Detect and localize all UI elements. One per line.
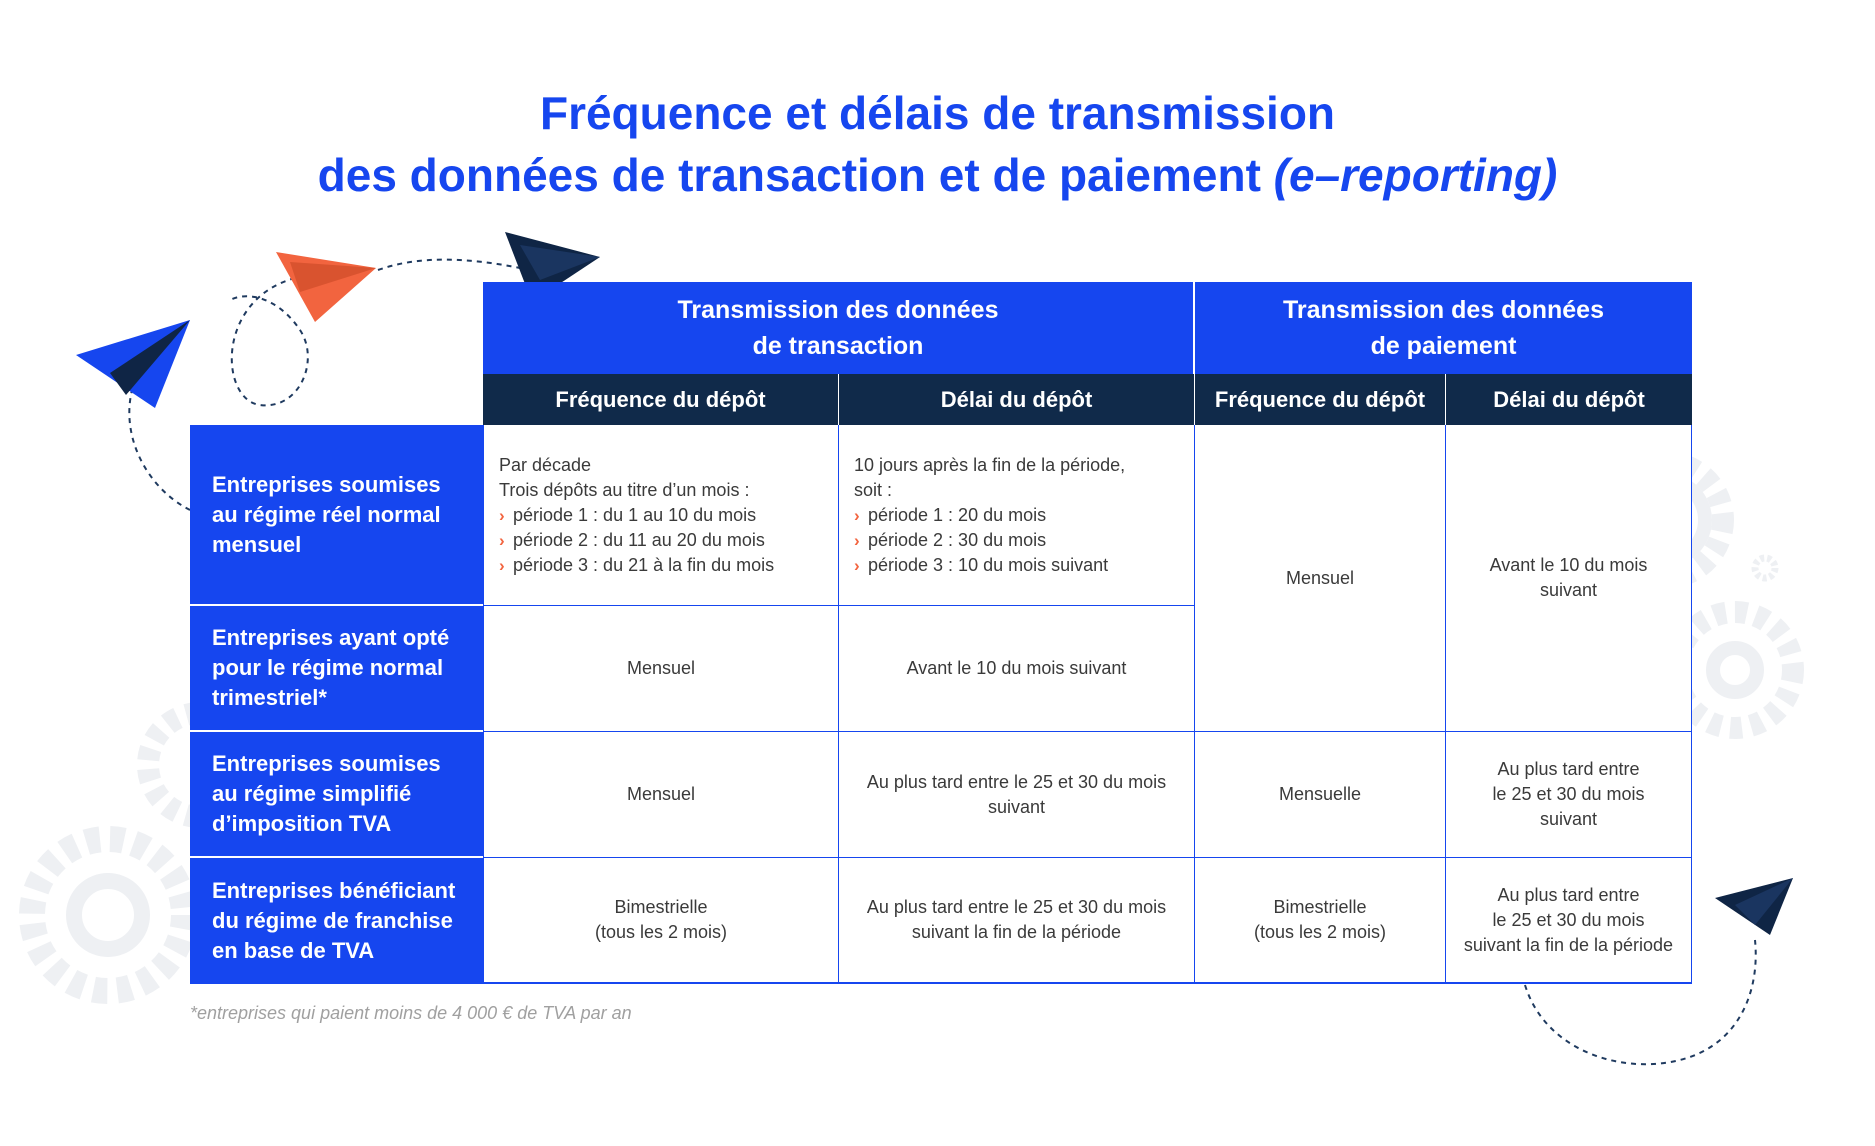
cell-text: Au plus tard entre le 25 et 30 du mois suivant <box>866 771 1167 817</box>
cell-trimestriel-frequence <box>483 606 839 732</box>
cell-text: Mensuel <box>1285 567 1355 588</box>
cell-text: soit : <box>854 479 893 500</box>
title-line-1: Fréquence et délais de transmission <box>539 87 1336 139</box>
chevron-right-icon: › <box>854 505 860 525</box>
header-paiement <box>1195 282 1692 374</box>
cell-text: Mensuel <box>626 784 696 804</box>
cell-text: Avant le 10 du mois suivant <box>1489 555 1648 600</box>
row-header-reel-normal <box>190 425 483 606</box>
chevron-right-icon: › <box>854 530 860 550</box>
reporting-table <box>190 282 1692 984</box>
cell-simplifie-delai <box>839 732 1195 858</box>
dashed-flight-path <box>378 260 520 270</box>
page-title <box>0 82 1875 206</box>
header-paiement-label: Transmission des données de paiement <box>1283 296 1604 360</box>
cell-reel-normal-delai <box>839 425 1195 606</box>
cell-franchise-paiement-delai <box>1446 858 1692 984</box>
paper-plane-icon <box>1715 878 1793 935</box>
dashed-flight-path <box>129 390 190 510</box>
title-line-2-text: des données de transaction et de paiement <box>317 149 1274 201</box>
gear-icon <box>32 839 184 991</box>
list-item <box>499 553 774 578</box>
cell-trimestriel-delai <box>839 606 1195 732</box>
paper-plane-icon <box>76 320 190 408</box>
list-item-text: période 3 : 10 du mois suivant <box>868 554 1109 575</box>
list-item-text: période 2 : du 11 au 20 du mois <box>513 529 765 550</box>
list-item <box>854 553 1125 578</box>
footnote: *entreprises qui paient moins de 4 000 € de TVA par an <box>190 1003 632 1023</box>
cell-text: Au plus tard entre le 25 et 30 du mois suivant la fin de la période <box>1463 884 1674 955</box>
row-header-franchise <box>190 858 483 984</box>
cell-simplifie-paiement-frequence <box>1195 732 1446 858</box>
list-item <box>499 528 774 553</box>
subheader-transaction-delai: Délai du dépôt <box>839 374 1195 425</box>
cell-text: Bimestrielle (tous les 2 mois) <box>1253 897 1387 942</box>
cell-reel-normal-frequence <box>483 425 839 606</box>
cell-simplifie-frequence <box>483 732 839 858</box>
cell-paiement-delai-merged <box>1446 425 1692 732</box>
chevron-right-icon: › <box>499 555 505 575</box>
chevron-right-icon: › <box>499 505 505 525</box>
cell-text: Avant le 10 du mois suivant <box>906 658 1127 678</box>
period-list <box>854 503 1125 578</box>
cell-text: 10 jours après la fin de la période, <box>854 454 1126 475</box>
row-header-simplifie <box>190 732 483 858</box>
cell-franchise-paiement-frequence <box>1195 858 1446 984</box>
row-header-label: Entreprises bénéficiant du régime de franchise en base de TVA <box>212 878 456 963</box>
subheader-paiement-frequence: Fréquence du dépôt <box>1195 374 1446 425</box>
header-transaction <box>483 282 1195 374</box>
cell-paiement-frequence-merged <box>1195 425 1446 732</box>
list-item-text: période 3 : du 21 à la fin du mois <box>513 554 775 575</box>
subheader-transaction-frequence: Fréquence du dépôt <box>483 374 839 425</box>
list-item-text: période 1 : du 1 au 10 du mois <box>513 504 757 525</box>
row-header-normal-trimestriel <box>190 606 483 732</box>
title-line-2-emphasis: (e–reporting) <box>1273 149 1558 201</box>
list-item <box>499 503 774 528</box>
row-header-label: Entreprises soumises au régime réel normal mensuel <box>212 471 441 557</box>
cell-text: Mensuel <box>626 658 696 678</box>
cell-franchise-frequence <box>483 858 839 984</box>
row-header-label: Entreprises ayant opté pour le régime normal trimestriel* <box>212 625 450 710</box>
chevron-right-icon: › <box>854 555 860 575</box>
cell-text: Trois dépôts au titre d’un mois : <box>499 479 750 500</box>
cell-simplifie-paiement-delai <box>1446 732 1692 858</box>
list-item-text: période 2 : 30 du mois <box>868 529 1047 550</box>
cell-text: Par décade <box>499 454 592 475</box>
period-list <box>499 503 774 578</box>
gear-icon <box>1677 612 1793 728</box>
chevron-right-icon: › <box>499 530 505 550</box>
row-header-label: Entreprises soumises au régime simplifié d’imposition TVA <box>212 751 441 836</box>
list-item <box>854 528 1125 553</box>
list-item-text: période 1 : 20 du mois <box>868 504 1047 525</box>
list-item <box>854 503 1125 528</box>
gear-icon <box>1755 558 1775 578</box>
cell-text: Au plus tard entre le 25 et 30 du mois suivant la fin de la période <box>866 897 1167 942</box>
subheader-paiement-delai: Délai du dépôt <box>1446 374 1692 425</box>
cell-franchise-delai <box>839 858 1195 984</box>
cell-text: Au plus tard entre le 25 et 30 du mois suivant <box>1492 759 1645 829</box>
cell-text: Bimestrielle (tous les 2 mois) <box>594 897 728 942</box>
title-line-2 <box>0 144 1875 206</box>
cell-text: Mensuelle <box>1278 784 1362 804</box>
header-transaction-label: Transmission des données de transaction <box>677 296 999 360</box>
